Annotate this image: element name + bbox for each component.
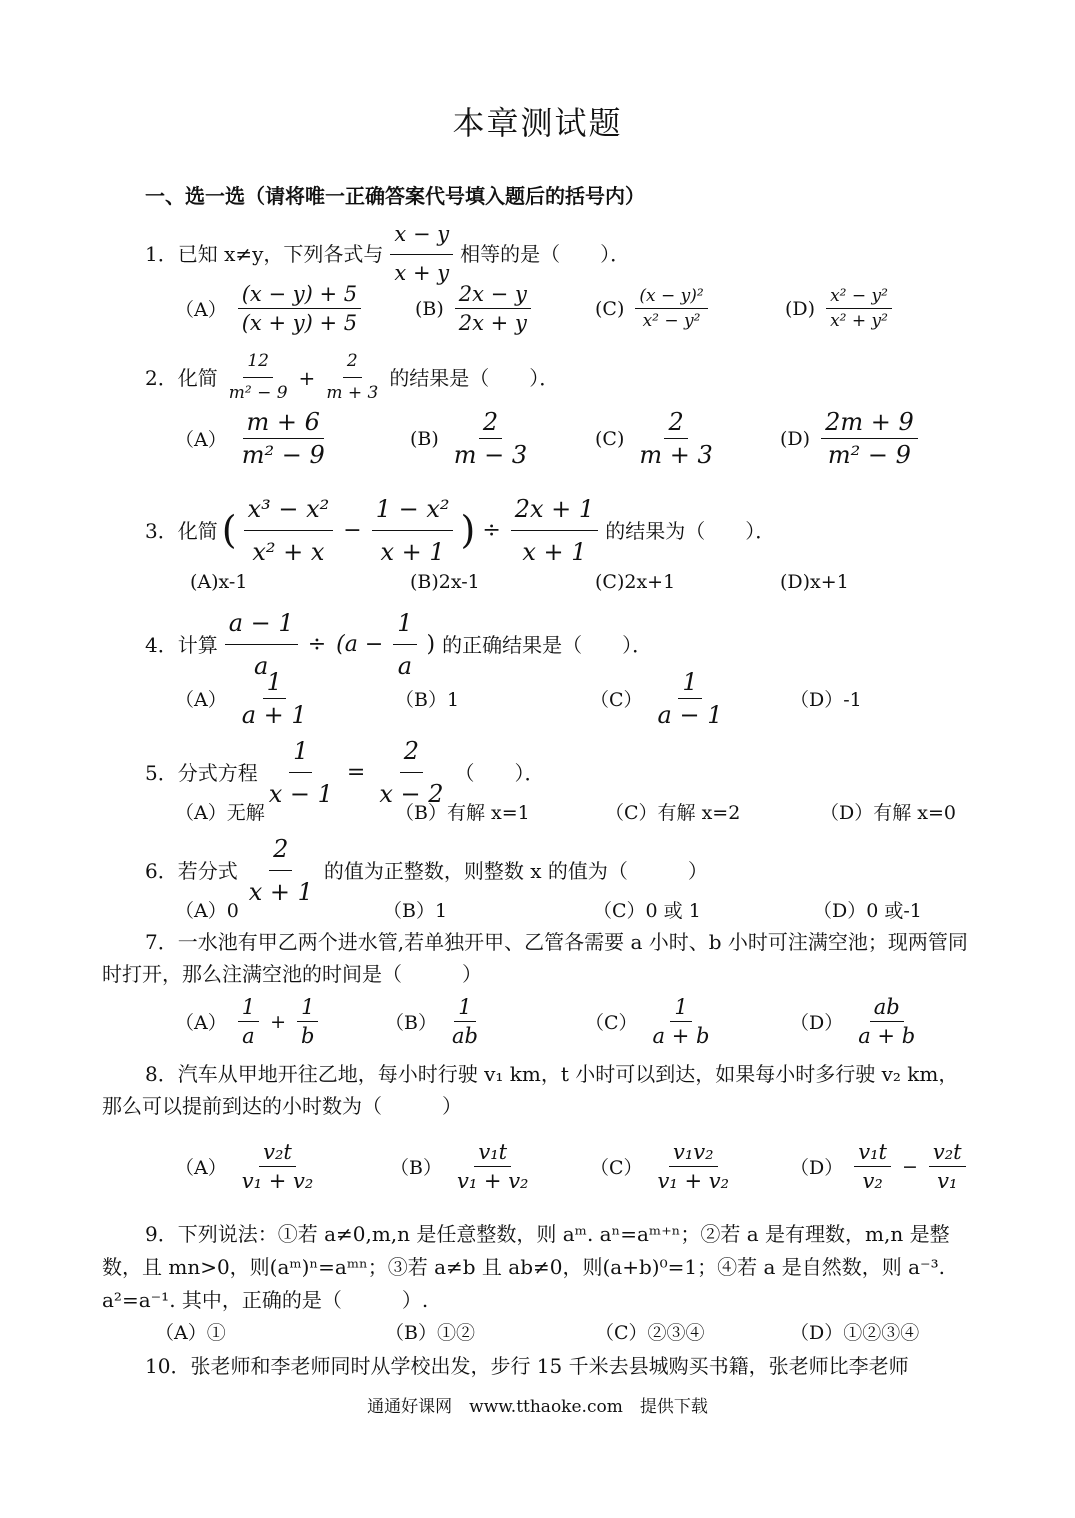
section-heading: 一、选一选（请将唯一正确答案代号填入题后的括号内） [145,184,645,208]
q6-option-b[interactable]: （B）1 [383,900,448,922]
q6-options [175,896,995,923]
q6-option-d[interactable]: （D）0 或-1 [813,900,922,922]
q3-option-b[interactable]: (B)2x-1 [410,571,480,593]
question-10: 10．张老师和李老师同时从学校出发，步行 15 千米去县城购买书籍，张老师比李老师 [145,1354,909,1378]
q4-option-c[interactable]: （C） $\frac{1}{a - 1}$ [590,668,723,729]
q1-option-b[interactable]: (B) $\frac{2x - y}{2x + y}$ [415,282,595,335]
q4-option-b[interactable]: （B）1 [395,689,460,711]
question-4: 4．计算 $\frac{a - 1}{a}$ ÷ (a − $\frac{1}{a}$ ) 的正确结果是（ ）． [145,604,652,686]
q8-option-b[interactable]: （B） $\frac{\text{v₁t}}{\text{v₁ + v₂}}$ [390,1140,529,1193]
q7-option-a[interactable]: （A） $\frac{1}{a}$ + $\frac{1}{b}$ [175,995,385,1048]
q3-options [190,571,1010,593]
q2-option-b[interactable]: (B) $\frac{2}{m - 3}$ [410,408,528,469]
q3-option-a[interactable]: (A)x-1 [190,571,248,593]
question-6: 6．若分式 $\frac{2}{x + 1}$ 的值为正整数，则整数 x 的值为（ ） [145,830,708,912]
q9-option-b[interactable]: （B）①② [385,1322,475,1344]
q5-option-b[interactable]: （B）有解 x=1 [395,802,530,824]
question-1 [145,218,630,290]
question-9: 9．下列说法：①若 a≠0,m,n 是任意整数，则 aᵐ. aⁿ=aᵐ⁺ⁿ；②若 a 是有理数，m,n 是整数，且 mn>0，则(aᵐ)ⁿ=aᵐⁿ；③若 a≠b 且 ab≠0，则(a+b)⁰=1；④若 a 是自然数，则 a⁻³. a²=a⁻¹. 其中，正确的是（ ）. [102,1222,950,1312]
q5-option-d[interactable]: （D）有解 x=0 [820,802,956,824]
q1-options [175,282,995,335]
q9-option-c[interactable]: （C）②③④ [595,1322,705,1344]
q9-option-d[interactable]: （D）①②③④ [790,1322,920,1344]
q8-option-a[interactable]: （A） $\frac{\text{v₂t}}{\text{v₁ + v₂}}$ [175,1140,314,1193]
q2-option-d[interactable]: (D) $\frac{2m + 9}{\text{m² − 9}}$ [780,408,921,469]
q7-option-d[interactable]: （D） $\frac{ab}{a + b}$ [790,995,916,1048]
q8-option-c[interactable]: （C） $\frac{\text{v₁v₂}}{\text{v₁ + v₂}}$ [590,1140,730,1193]
q8-option-d[interactable]: （D） $\frac{\text{v₁t}}{\text{v₂}}$ − $\frac{\text{v₂t}}{\text{v₁}}$ [790,1140,969,1193]
page-footer: 通通好课网 www.tthaoke.com 提供下载 [367,1397,708,1417]
q1-fraction: $\frac{x - y}{x + y}$ [390,218,453,290]
q7-option-b[interactable]: （B） $\frac{1}{ab}$ [385,995,478,1048]
q2-options [175,408,995,469]
q1-tail: 相等的是（ ）． [460,242,631,267]
page-title: 本章测试题 [452,104,623,142]
q5-option-c[interactable]: （C）有解 x=2 [605,802,741,824]
q5-options [175,798,995,825]
question-5: 5．分式方程 $\frac{1}{x - 1}$ = $\frac{2}{x - 2}$ （ ）． [145,732,545,814]
q4-options [175,668,995,729]
q9-options [155,1318,975,1345]
q9-option-a[interactable]: （A）① [155,1322,226,1344]
question-2: 2．化简 $\frac{12}{\text{m² − 9}}$ + $\frac{2}{m + 3}$ 的结果是（ ）． [145,348,559,407]
question-3: 3．化简 ( $\frac{\text{x³ − x²}}{\text{x² + x}}$ − $\frac{\text{1 − x²}}{x + 1}$ ) ÷ $\frac{2x + 1}{x + 1}$ 的结果为（ ）． [145,490,775,572]
q3-option-d[interactable]: (D)x+1 [780,571,849,593]
q1-option-a[interactable]: （A） $\frac{(x - y) + 5}{(x + y) + 5}$ [175,282,415,335]
q2-option-c[interactable]: (C) $\frac{2}{m + 3}$ [595,408,713,469]
q1-option-d[interactable]: (D) $\frac{\text{x² − y²}}{\text{x² + y²}}$ [785,286,895,331]
q1-lead: 1．已知 x≠y，下列各式与 [145,242,384,267]
question-7: 7．一水池有甲乙两个进水管,若单独开甲、乙管各需要 a 小时、b 小时可注满空池；现两管同时打开，那么注满空池的时间是（ ） [102,930,968,986]
question-8: 8．汽车从甲地开往乙地，每小时行驶 v₁ km，t 小时可以到达，如果每小时多行驶 v₂ km，那么可以提前到达的小时数为（ ） [102,1062,959,1118]
q1-option-c[interactable]: (C) $\frac{\text{(x − y)²}}{\text{x² − y²}}$ [595,286,785,331]
q4-option-a[interactable]: （A） $\frac{1}{a + 1}$ [175,668,307,729]
q5-option-a[interactable]: （A）无解 [175,802,265,824]
q3-option-c[interactable]: (C)2x+1 [595,571,676,593]
q4-option-d[interactable]: （D）-1 [790,689,862,711]
q6-option-a[interactable]: （A）0 [175,900,239,922]
q2-option-a[interactable]: （A） $\frac{m + 6}{\text{m² − 9}}$ [175,408,325,469]
q8-options [175,1140,995,1193]
q7-options [175,995,995,1048]
q6-option-c[interactable]: （C）0 或 1 [593,900,701,922]
q7-option-c[interactable]: （C） $\frac{1}{a + b}$ [585,995,710,1048]
